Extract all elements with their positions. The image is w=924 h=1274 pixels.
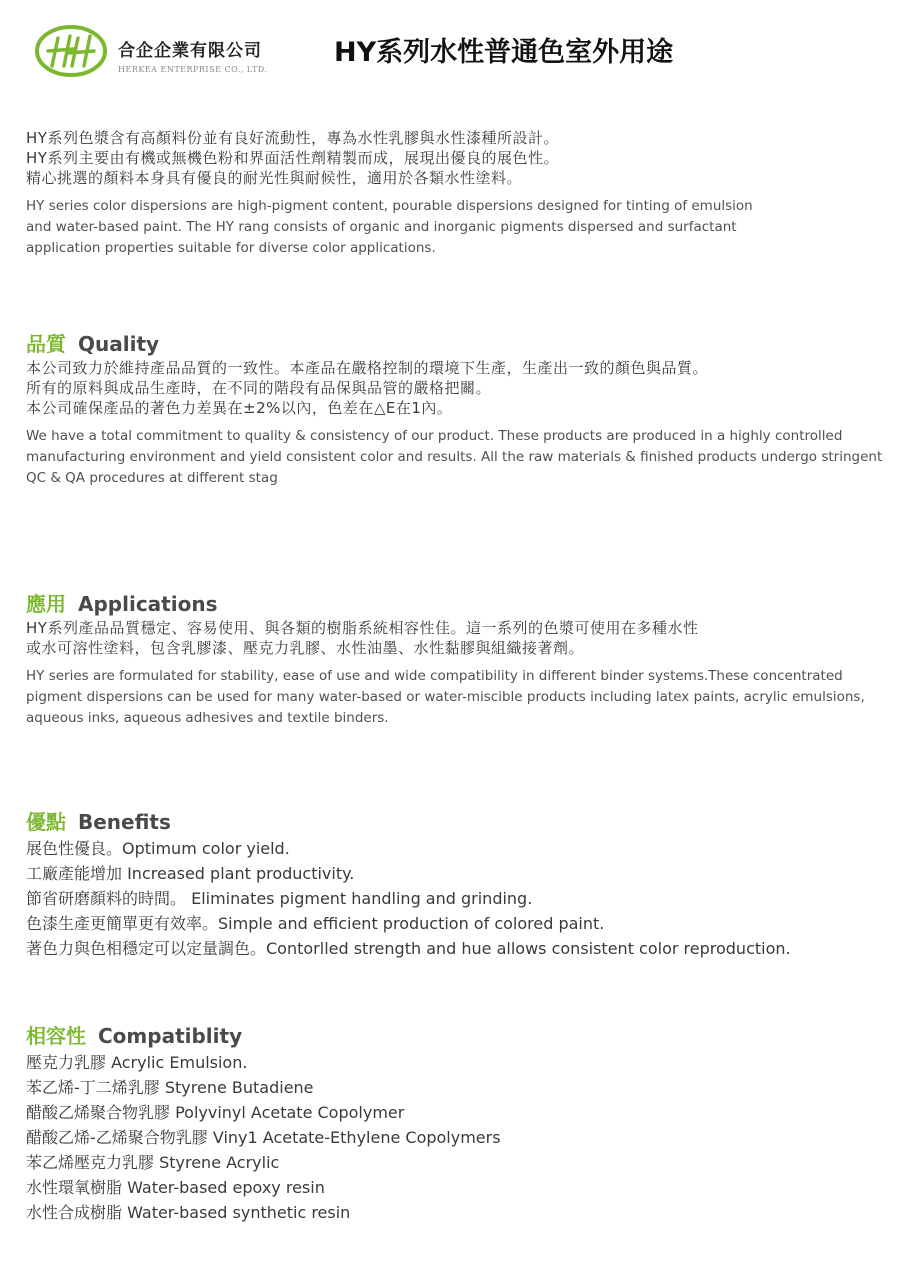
compatibility-item: 水性環氧樹脂 Water-based epoxy resin: [26, 1178, 325, 1197]
quality-cn-line: 本公司確保產品的著色力差異在±2%以內，色差在△E在1內。: [26, 399, 453, 417]
benefits-section: [26, 808, 906, 961]
benefits-heading-cn: 優點: [26, 810, 66, 834]
applications-section: [26, 590, 906, 729]
benefit-item: 節省研磨顏料的時間。 Eliminates pigment handling and grinding.: [26, 889, 533, 908]
benefit-item: 展色性優良。Optimum color yield.: [26, 839, 290, 858]
quality-cn-line: 所有的原料與成品生產時，在不同的階段有品保與品管的嚴格把關。: [26, 379, 492, 397]
quality-cn-line: 本公司致力於維持產品品質的一致性。本產品在嚴格控制的環境下生產，生產出一致的顏色與品質。: [26, 359, 709, 377]
benefit-item: 色漆生產更簡單更有效率。Simple and efficient production of colored paint.: [26, 914, 605, 933]
compatibility-item: 水性合成樹脂 Water-based synthetic resin: [26, 1203, 351, 1222]
compatibility-item: 苯乙烯壓克力乳膠 Styrene Acrylic: [26, 1153, 280, 1172]
compatibility-heading-en: Compatiblity: [98, 1024, 243, 1048]
quality-heading-en: Quality: [78, 332, 160, 356]
quality-en-paragraph: We have a total commitment to quality & consistency of our product. These products are produced in a highly controlled manufacturing environment and yield consistent color and results. All the raw materials & finished products undergo stringent QC & QA procedures at different stag: [26, 428, 883, 486]
page-title: HY系列水性普通色室外用途: [334, 37, 674, 68]
benefits-heading: [26, 808, 906, 836]
compatibility-section: [26, 1022, 906, 1225]
intro-en-paragraph: HY series color dispersions are high-pigment content, pourable dispersions designed for tinting of emulsion and water-based paint. The HY rang consists of organic and inorganic pigments dispersed and surfactant application properties suitable for diverse color applications.: [26, 198, 753, 256]
page-header: [34, 24, 914, 84]
compatibility-item: 壓克力乳膠 Acrylic Emulsion.: [26, 1053, 248, 1072]
benefit-item: 工廠產能增加 Increased plant productivity.: [26, 864, 355, 883]
compatibility-heading: [26, 1022, 906, 1050]
quality-heading-cn: 品質: [26, 332, 66, 356]
compatibility-item: 醋酸乙烯聚合物乳膠 Polyvinyl Acetate Copolymer: [26, 1103, 405, 1122]
company-name-cn: 合企企業有限公司: [118, 41, 262, 61]
intro-section: [26, 128, 906, 259]
applications-heading: [26, 590, 906, 618]
compatibility-heading-cn: 相容性: [26, 1024, 86, 1048]
company-name-en: HERKEA ENTERPRISE CO., LTD.: [118, 65, 268, 74]
applications-heading-en: Applications: [78, 592, 218, 616]
compatibility-item: 苯乙烯-丁二烯乳膠 Styrene Butadiene: [26, 1078, 314, 1097]
intro-cn-line: HY系列主要由有機或無機色粉和界面活性劑精製而成，展現出優良的展色性。: [26, 149, 559, 167]
quality-section: [26, 330, 906, 489]
benefit-item: 著色力與色相穩定可以定量調色。Contorlled strength and hue allows consistent color reproduction.: [26, 939, 791, 958]
applications-cn-line: 或水可溶性塗料，包含乳膠漆、壓克力乳膠、水性油墨、水性黏膠與組織接著劑。: [26, 639, 585, 657]
hh-monogram-logo-icon: [34, 24, 108, 82]
compatibility-item: 醋酸乙烯-乙烯聚合物乳膠 Viny1 Acetate-Ethylene Copolymers: [26, 1128, 501, 1147]
intro-cn-line: 精心挑選的顏料本身具有優良的耐光性與耐候性，適用於各類水性塗料。: [26, 169, 523, 187]
intro-cn-line: HY系列色漿含有高顏料份並有良好流動性，專為水性乳膠與水性漆種所設計。: [26, 129, 559, 147]
quality-heading: [26, 330, 906, 358]
applications-heading-cn: 應用: [26, 592, 66, 616]
applications-en-paragraph: HY series are formulated for stability, ease of use and wide compatibility in different binder systems.These concentrated pigment dispersions can be used for many water-based or water-miscible products including latex paints, acrylic emulsions, aqueous inks, aqueous adhesives and textile binders.: [26, 668, 865, 726]
applications-cn-line: HY系列產品品質穩定、容易使用、與各類的樹脂系統相容性佳。這一系列的色漿可使用在多種水性: [26, 619, 699, 637]
benefits-heading-en: Benefits: [78, 810, 171, 834]
